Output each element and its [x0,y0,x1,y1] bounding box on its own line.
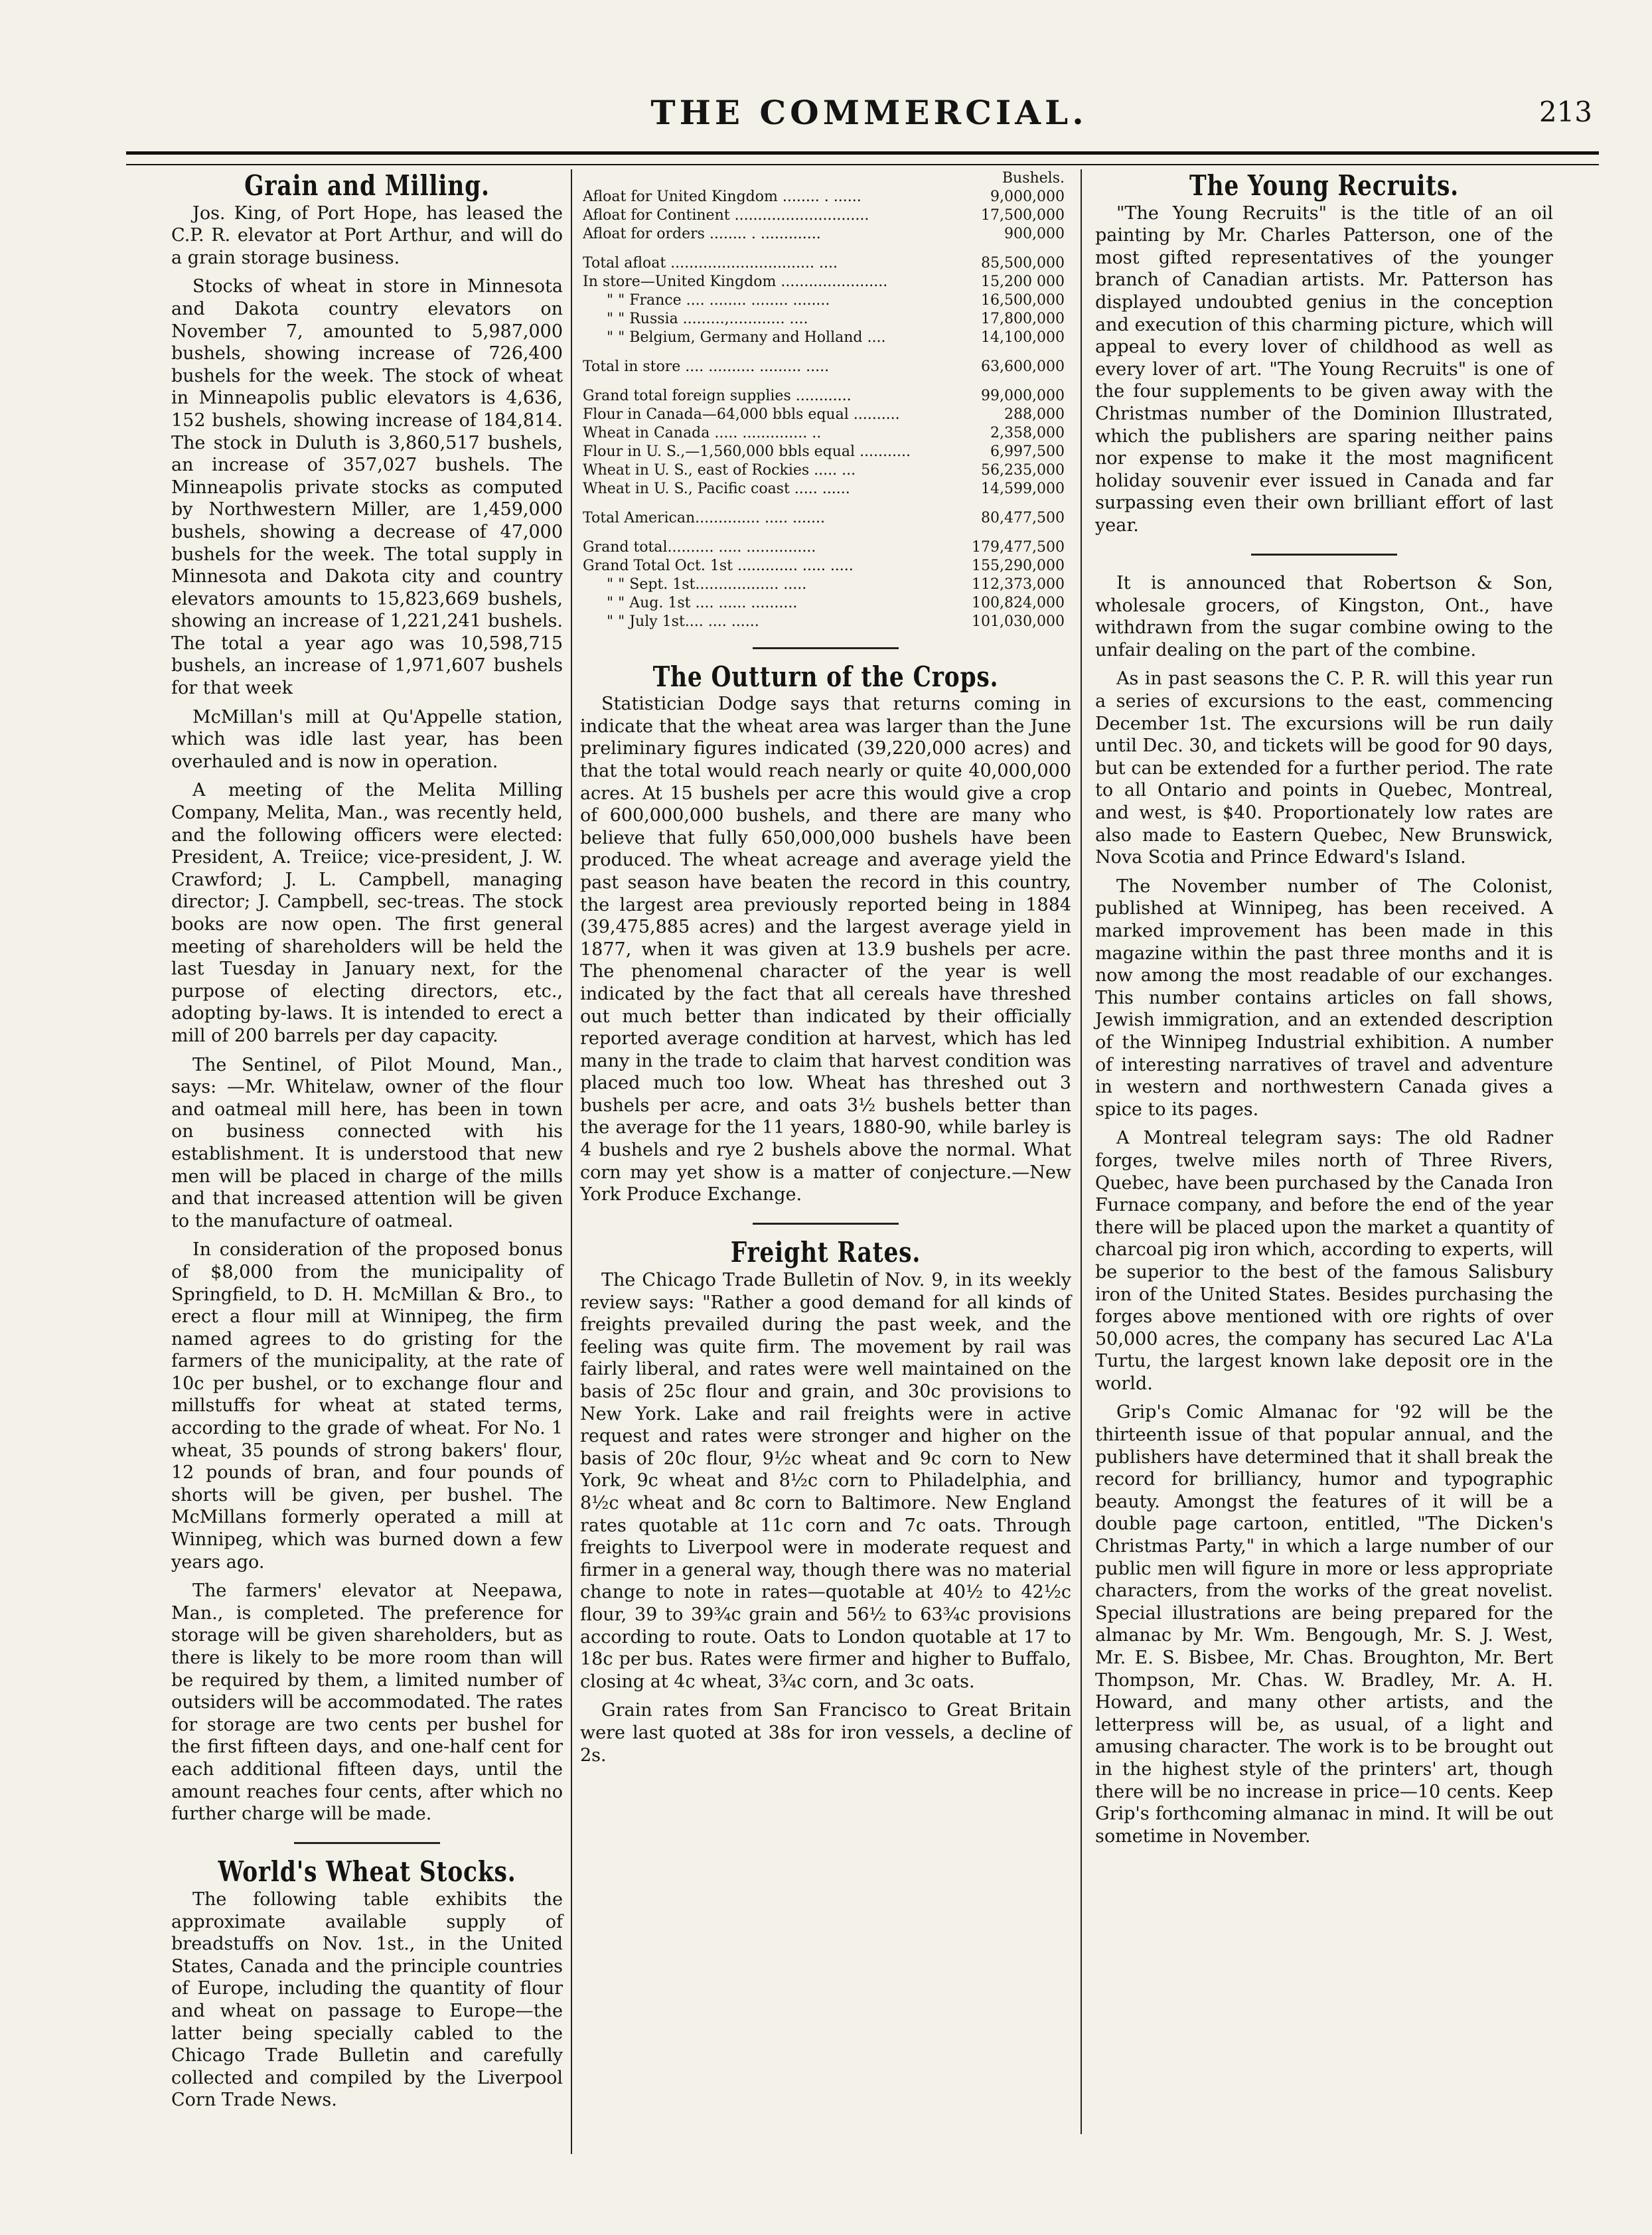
row-label: " " Sept. 1st.................. ..... [607,576,807,593]
table-row [580,538,1071,557]
row-value: 100,824,000 [972,595,1065,611]
article-paragraph: Stocks of wheat in store in Minnesota and Dakota country elevators on November 7, amounted to 5,987,000 bushels, showing increase of 726,400 bushels for the week. The stock of wheat in Minneapolis public elevators is 4,636, 152 bushels, showing increase of 184,814. The stock in Duluth is 3,860,517 bushels, an increase of 357,027 bushels. The Minneapolis private stocks as computed by Northwestern Miller, are 1,459,000 bushels, showing a decrease of 47,000 bushels for the week. The total supply in Minnesota and Dakota city and country elevators amounts to 15,823,669 bushels, showing an increase of 1,221,241 bushels. The total a year ago was 10,598,715 bushels, an increase of 1,971,607 bushels for that week [171,276,563,699]
row-value: 56,235,000 [981,462,1065,479]
article-paragraph: McMillan's mill at Qu'Appelle station, which was idle last year, has been overhauled and is now in operation. [171,706,563,772]
table-row [580,509,1071,528]
row-value: 15,200 000 [981,273,1065,290]
article-paragraph: The Sentinel, of Pilot Mound, Man., says: —Mr. Whitelaw, owner of the flour and oatmeal mill here, has been in town on business connected with his establishment. It is understood that new men will be placed in charge of the mills and that increased attention will be given to the manufacture of oatmeal. [171,1054,563,1231]
row-label: " " Belgium, Germany and Holland .... [607,329,886,346]
table-row [580,576,1071,594]
column-2 [580,169,1071,1773]
article-paragraph: Statistician Dodge says that returns coming in indicate that the wheat area was larger than the June preliminary figures indicated (39,220,000 acres) and that the total would reach nearly or quite 40,000,000 acres. At 15 bushels per acre this would give a crop of 600,000,000 bushels, and there are many who believe that fully 650,000,000 bushels have been produced. The wheat acreage and average yield the past season have beaten the record in this country, the largest area previously reported being in 1884 (39,475,885 acres) and the largest average yield in 1877, when it was given at 13.9 bushels per acre. The phenomenal character of the year is well indicated by the fact that all cereals have threshed out much better than indicated by their officially reported average condition at harvest, which has led many in the trade to claim that harvest condition was placed much too low. Wheat has threshed out 3 bushels per acre, and oats 3½ bushels better than the average for the 11 years, 1880-90, while barley is 4 bushels and rye 2 bushels above the normal. What corn may yet show is a matter of conjecture.—New York Produce Exchange. [580,694,1071,1205]
row-label: Total in store .... .......... ......... ..... [583,358,830,375]
row-value: 17,500,000 [981,207,1065,224]
row-label: In store—United Kingdom ....................... [583,273,888,290]
table-row [580,206,1071,225]
article-paragraph: The November number of The Colonist, published at Winnipeg, has been received. A marked improvement has been made in this magazine within the past three months and it is now among the most readable of our exchanges. This number contains articles on fall shows, Jewish immigration, and an extended description of the Winnipeg Industrial exhibition. A number of interesting narratives of travel and adventure in western and northwestern Canada gives a spice to its pages. [1095,876,1553,1120]
table-row [580,358,1071,376]
row-value: 14,100,000 [981,329,1065,346]
row-value: 6,997,500 [990,443,1065,460]
column-3 [1095,169,1553,1854]
table-row [580,329,1071,347]
table-row [580,557,1071,576]
table-row [580,594,1071,613]
section-heading: The Outturn of the Crops. [652,660,999,693]
table-row [580,443,1071,461]
table-row [580,424,1071,443]
row-value: 9,000,000 [990,189,1065,205]
masthead [126,93,1612,139]
section-heading: The Young Recruits. [1189,169,1459,202]
article-paragraph: The Chicago Trade Bulletin of Nov. 9, in its weekly review says: "Rather a good demand for all kinds of freights prevailed during the past week, and the feeling was quite firm. The movement by rail was fairly liberal, and rates were well maintained on the basis of 25c flour and grain, and 30c provisions to New York. Lake and rail freights were in active request and rates were stronger and higher on the basis of 20c flour, 9½c wheat and 9c corn to New York, 9c wheat and 8½c corn to Philadelphia, and 8½c wheat and 8c corn to Baltimore. New England rates quotable at 11c corn and 7c oats. Through freights to Liverpool were in moderate request and firmer in a general way, though there was no material change to note in rates—quotable at 40½ to 42½c flour, 39 to 39¾c grain and 56½ to 63¾c provisions according to route. Oats to London quotable at 17 to 18c per bus. Rates were firmer and higher to Buffalo, closing at 4c wheat, 3¾c corn, and 3c oats. [580,1270,1071,1692]
table-row [580,480,1071,499]
row-value: 900,000 [1004,226,1065,242]
table-row [580,406,1071,424]
row-label: Wheat in U. S., Pacific coast ..... ...... [583,481,850,497]
article-paragraph: Jos. King, of Port Hope, has leased the C.P. R. elevator at Port Arthur, and will do a grain storage business. [171,202,563,268]
row-value: 80,477,500 [981,510,1065,526]
column-1 [171,169,563,2118]
row-label: " " France .... ........ ........ ........ [607,292,830,309]
article-paragraph: Grip's Comic Almanac for '92 will be the thirteenth issue of that popular annual, and the publishers have determined that it shall break the record for brilliancy, humor and typographic beauty. Amongst the features of it will be a double page cartoon, entitled, "The Dicken's Christmas Party," in which a large number of our public men will figure in more or less appropriate characters, from the works of the great novelist. Special illustrations are being prepared for the almanac by Mr. Wm. Bengough, Mr. S. J. West, Mr. E. S. Bisbee, Mr. Chas. Broughton, Mr. Bert Thompson, Mr. Chas. W. Bradley, Mr. A. H. Howard, and many other artists, and the letterpress will be, as usual, of a light and amusing character. The work is to be brought out in the highest style of the printers' art, though there will be no increase in price—10 cents. Keep Grip's forthcoming almanac in mind. It will be out sometime in November. [1095,1402,1553,1847]
row-label: Total American.............. ..... ....... [583,510,825,526]
table-row [580,225,1071,244]
article-paragraph: A Montreal telegram says: The old Radner forges, twelve miles north of Three Rivers, Quebec, have been purchased by the Canada Iron Furnace company, and before the end of the year there will be placed upon the market a quantity of charcoal pig iron which, according to experts, will be superior to the best of the famous Salisbury iron of the United States. Besides purchasing the forges above mentioned with ore rights of over 50,000 acres, the company has secured Lac A'La Turtu, the largest known lake deposit ore in the world. [1095,1128,1553,1394]
row-value: 179,477,500 [972,539,1065,556]
table-row [580,273,1071,291]
row-value: 99,000,000 [981,388,1065,404]
column-divider-2 [1081,169,1082,2134]
table-row [580,461,1071,480]
table-row [580,387,1071,406]
row-label: Total afloat ............................... .... [583,255,838,271]
row-value: 155,290,000 [972,558,1065,574]
table-unit-header: Bushels. [1002,170,1065,187]
row-label: " " Russia .........,............ .... [607,311,808,327]
row-value: 14,599,000 [981,481,1065,497]
article-paragraph: In consideration of the proposed bonus of $8,000 from the municipality of Springfield, to D. H. McMillan & Bro., to erect a flour mill at Winnipeg, the firm named agrees to do gristing for the farmers of the municipality, at the rate of 10c per bushel, or to exchange flour and millstuffs for wheat at stated terms, according to the grade of wheat. For No. 1 wheat, 35 pounds of strong bakers' flour, 12 pounds of bran, and four pounds of shorts will be given, per bushel. The McMillans formerly operated a mill at Winnipeg, which was burned down a few years ago. [171,1239,563,1573]
article-paragraph: As in past seasons the C. P. R. will this year run a series of excursions to the east, commencing December 1st. The excursions will be run daily until Dec. 30, and tickets will be good for 90 days, but can be extended for a further period. The rate to all Ontario and points in Quebec, Montreal, and west, is $40. Proportionately low rates are also made to Eastern Quebec, New Brunswick, Nova Scotia and Prince Edward's Island. [1095,668,1553,868]
row-value: 85,500,000 [981,255,1065,271]
section-separator [580,1213,1071,1235]
row-label: Grand total.......... ..... ............... [583,539,816,556]
row-value: 2,358,000 [990,425,1065,441]
section-separator [171,1832,563,1855]
article-paragraph: "The Young Recruits" is the title of an oil painting by Mr. Charles Patterson, one of the most gifted representatives of the younger branch of Canadian artists. Mr. Patterson has displayed undoubted genius in the conception and execution of this charming picture, which will appeal to every lover of childhood as well as every lover of art. "The Young Recruits" is one of the four supplements to be given away with the Christmas number of the Dominion Illustrated, which the publishers are sparing neither pains nor expense to make it the most magnificent holiday souvenir ever issued in Canada and far surpassing even their own brilliant effort of last year. [1095,202,1553,536]
masthead-rule [126,151,1599,165]
row-value: 63,600,000 [981,358,1065,375]
row-label: Afloat for orders ........ . ............. [583,226,821,242]
section-heading: World's Wheat Stocks. [218,1855,516,1888]
row-label: Afloat for Continent ............................. [583,207,869,224]
row-label: Wheat in U. S., east of Rockies ..... ... [583,462,856,479]
table-row [580,291,1071,310]
article-paragraph: A meeting of the Melita Milling Company, Melita, Man., was recently held, and the following officers were elected: President, A. Treiice; vice-president, J. W. Crawford; J. L. Campbell, managing director; J. Campbell, sec-treas. The stock books are now open. The first general meeting of shareholders will be held the last Tuesday in January next, for the purpose of electing directors, etc., adopting by-laws. It is intended to erect a mill of 200 barrels per day capacity. [171,780,563,1046]
row-label: Wheat in Canada ..... .............. .. [583,425,822,441]
world-wheat-stocks-table [580,169,1071,631]
row-label: Afloat for United Kingdom ........ . ...... [583,189,862,205]
row-label: Grand total foreign supplies ............ [583,388,852,404]
row-label: " " July 1st.... .... ...... [607,613,759,630]
publication-title: THE COMMERCIAL. [650,93,1088,132]
row-label: Flour in Canada—64,000 bbls equal .......... [583,406,900,423]
table-row [580,613,1071,631]
column-divider-1 [571,169,572,2154]
table-row [580,188,1071,206]
row-value: 16,500,000 [981,292,1065,309]
row-value: 101,030,000 [972,613,1065,630]
section-heading: Freight Rates. [730,1236,921,1269]
row-value: 288,000 [1004,406,1065,423]
section-heading: Grain and Milling. [244,169,490,202]
row-label: " " Aug. 1st .... ...... .......... [607,595,798,611]
article-paragraph: The farmers' elevator at Neepawa, Man., is completed. The preference for storage will be given shareholders, but as there is likely to be more room than will be required by them, a limited number of outsiders will be accommodated. The rates for storage are two cents per bushel for the first fifteen days, and one-half cent for each additional fifteen days, until the amount reaches four cents, after which no further charge will be made. [171,1580,563,1825]
article-paragraph: The following table exhibits the approximate available supply of breadstuffs on Nov. 1st., in the United States, Canada and the principle countries of Europe, including the quantity of flour and wheat on passage to Europe—the latter being specially cabled to the Chicago Trade Bulletin and carefully collected and compiled by the Liverpool Corn Trade News. [171,1888,563,2111]
table-row [580,254,1071,273]
table-row [580,310,1071,329]
article-paragraph: Grain rates from San Francisco to Great Britain were last quoted at 38s for iron vessels, a decline of 2s. [580,1700,1071,1766]
row-label: Grand Total Oct. 1st ............. ..... ..... [583,558,854,574]
row-value: 112,373,000 [972,576,1065,593]
section-separator [1095,544,1553,566]
article-paragraph: It is announced that Robertson & Son, wholesale grocers, of Kingston, Ont., have withdrawn from the sugar combine owing to the unfair dealing on the part of the combine. [1095,573,1553,660]
page-number: 213 [1539,96,1592,128]
row-label: Flour in U. S.,—1,560,000 bbls equal ........... [583,443,911,460]
section-separator [580,637,1071,659]
column-2-articles [580,637,1071,1766]
row-value: 17,800,000 [981,311,1065,327]
